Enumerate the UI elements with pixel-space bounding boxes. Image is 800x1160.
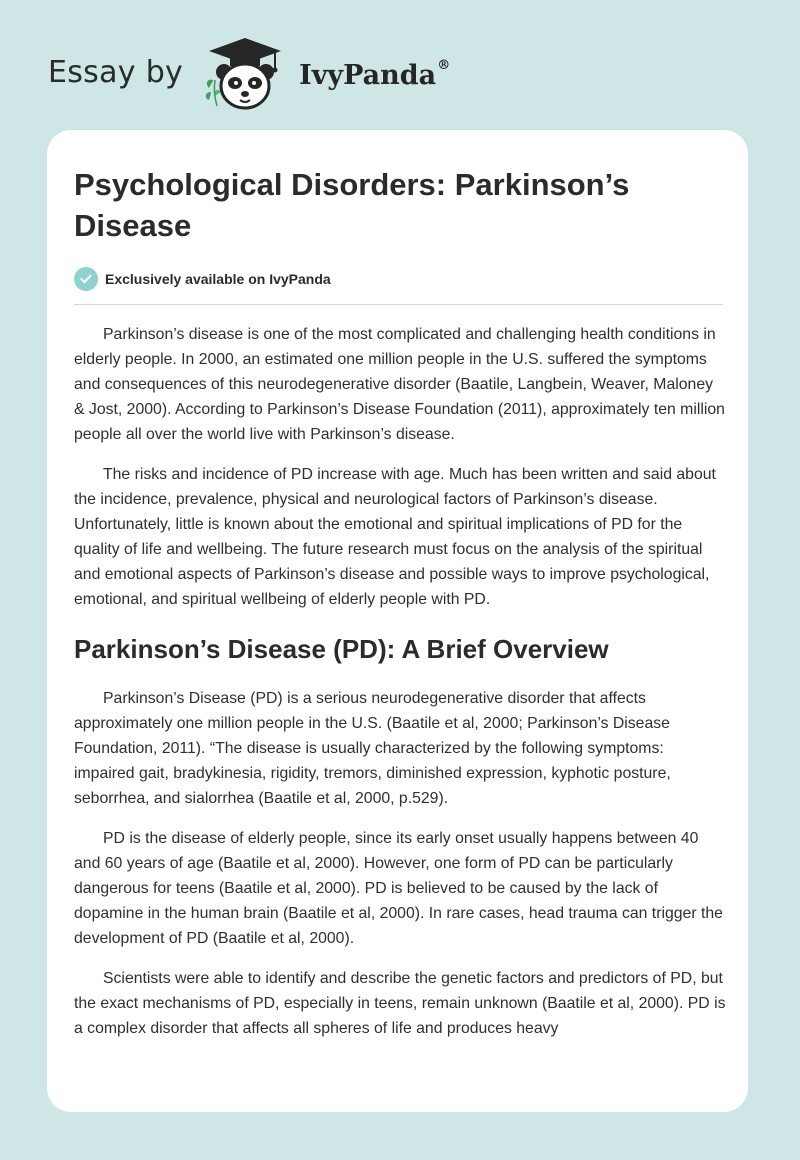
check-circle-icon — [74, 267, 98, 291]
exclusive-badge-label: Exclusively available on IvyPanda — [105, 271, 331, 287]
site-header — [48, 34, 450, 114]
paragraph: Parkinson’s disease is one of the most complicated and challenging health conditions in elderly people. In 2000, an estimated one million people in the U.S. suffered the symptoms and consequences of this neurodegenerative disorder (Baatile, Langbein, Weaver, Maloney & Jost, 2000). According to Parkinson’s Disease Foundation (2011), approximately ten million people all over the world live with Parkinson’s disease. — [74, 326, 725, 443]
section-heading: Parkinson’s Disease (PD): A Brief Overview — [74, 634, 609, 664]
essay-by-label: Essay by — [48, 54, 184, 90]
paragraph: PD is the disease of elderly people, since its early onset usually happens between 40 and 60 years of age (Baatile et al, 2000). However, one form of PD can be particularly dangerous for teens (Baatile et al, 2000). PD is believed to be caused by the lack of dopamine in the human brain (Baatile et al, 2000). In rare cases, head trauma can trigger the development of PD (Baatile et al, 2000). — [74, 830, 723, 947]
paragraph: The risks and incidence of PD increase with age. Much has been written and said about the incidence, prevalence, physical and neurological factors of Parkinson’s disease. Unfortunately, little is known about the emotional and spiritual implications of PD for the quality of life and wellbeing. The future research must focus on the analysis of the spiritual and emotional aspects of Parkinson’s disease and possible ways to improve psychological, emotional, and spiritual wellbeing of elderly people with PD. — [74, 466, 716, 608]
essay-content — [74, 164, 726, 1041]
title-divider — [74, 304, 723, 305]
exclusive-badge — [74, 266, 726, 292]
paragraph: Parkinson’s Disease (PD) is a serious neurodegenerative disorder that affects approximately one million people in the U.S. (Baatile et al, 2000; Parkinson’s Disease Foundation, 2011). “The disease is usually characterized by the following symptoms: impaired gait, bradykinesia, rigidity, tremors, diminished expression, kyphotic posture, seborrhea, and sialorrhea (Baatile et al, 2000, p.529). — [74, 690, 671, 807]
brand-name[interactable]: IvyPanda® — [299, 57, 451, 91]
registered-mark: ® — [437, 57, 451, 73]
panda-logo-icon[interactable] — [197, 34, 293, 114]
essay-card — [47, 130, 748, 1112]
essay-title: Psychological Disorders: Parkinson’s Disease — [74, 167, 630, 243]
paragraph: Scientists were able to identify and describe the genetic factors and predictors of PD, but the exact mechanisms of PD, especially in teens, remain unknown (Baatile et al, 2000). PD is a complex disorder that affects all spheres of life and produces heavy — [74, 970, 726, 1037]
